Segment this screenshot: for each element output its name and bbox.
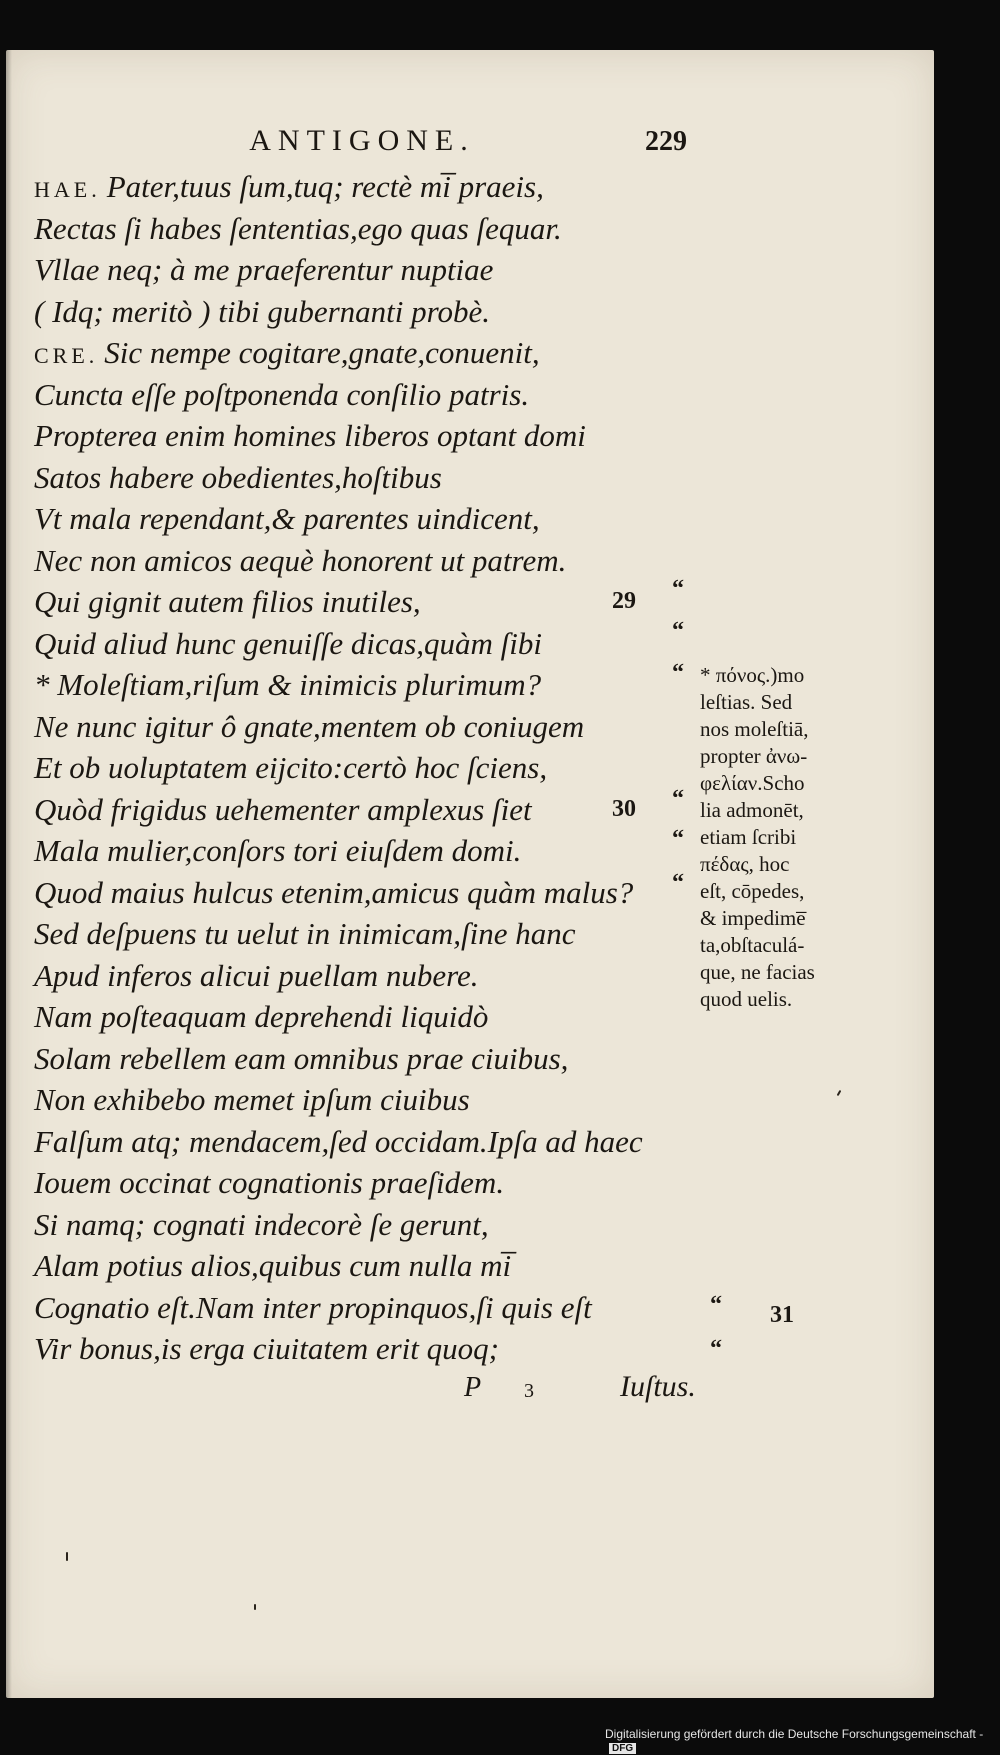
note-line: propter ἀνω- bbox=[700, 744, 808, 768]
note-line: * πόνος.)mo bbox=[700, 663, 805, 687]
verse-line bbox=[34, 540, 643, 582]
page-number: 229 bbox=[645, 126, 687, 157]
verse-line-text: Vir bonus,is erga ciuitatem erit quoq; bbox=[34, 1331, 499, 1366]
verse-line-text: Si namq; cognati indecorè ſe gerunt, bbox=[34, 1206, 489, 1242]
note-line: lia admonēt, bbox=[700, 798, 804, 822]
verse-line-text: Solam rebellem eam omnibus prae ciuibus, bbox=[34, 1040, 569, 1076]
note-line: que, ne facias bbox=[700, 960, 815, 984]
verse-line bbox=[34, 1287, 643, 1329]
verse-line-text: Propterea enim homines liberos optant domi bbox=[34, 418, 586, 453]
note-line: nos moleſtiā, bbox=[700, 717, 809, 741]
verse-line bbox=[34, 1162, 643, 1204]
verse-line bbox=[34, 1038, 643, 1080]
verse-line-text: Quid aliud hunc genuiſſe dicas,quàm ſibi bbox=[34, 625, 543, 661]
marginal-note bbox=[700, 662, 815, 1013]
verse-line bbox=[34, 1328, 643, 1370]
verse-line-text: Alam potius alios,quibus cum nulla mi̅ bbox=[34, 1248, 512, 1283]
running-head-title: ANTIGONE. bbox=[249, 124, 475, 157]
verse-line bbox=[34, 332, 643, 374]
verse-line-text: Nec non amicos aequè honorent ut patrem. bbox=[34, 542, 567, 578]
verse-line bbox=[34, 249, 643, 291]
verse-line-text: Vt mala rependant,& parentes uindicent, bbox=[34, 501, 540, 536]
verse-line-text: Pater,tuus ſum,tuq; rectè mi̅ praeis, bbox=[106, 169, 544, 204]
note-line: ta,obſtaculá- bbox=[700, 933, 805, 957]
verse-text bbox=[34, 166, 643, 1370]
paper-speck bbox=[254, 1604, 256, 1610]
verse-line bbox=[34, 166, 643, 208]
footer-credit bbox=[605, 1727, 1000, 1755]
verse-line bbox=[34, 955, 643, 997]
verse-line-text: Vllae neq; à me praeferentur nuptiae bbox=[34, 252, 494, 287]
verse-line bbox=[34, 706, 643, 748]
note-line: eſt, cōpedes, bbox=[700, 879, 805, 903]
verse-line-text: Quod maius hulcus etenim,amicus quàm malus? bbox=[34, 874, 634, 910]
verse-line bbox=[34, 1245, 643, 1287]
quote-mark: “ bbox=[672, 618, 684, 644]
quote-mark: “ bbox=[672, 660, 684, 686]
line-number: 30 bbox=[612, 796, 636, 822]
verse-line-text: Cuncta eſſe poſtponenda conſilio patris. bbox=[34, 376, 530, 412]
quote-mark: “ bbox=[672, 576, 684, 602]
speaker-label: HAE. bbox=[34, 177, 101, 202]
note-line: leſtias. Sed bbox=[700, 690, 793, 714]
line-number: 31 bbox=[770, 1302, 794, 1328]
verse-line bbox=[34, 996, 643, 1038]
verse-line bbox=[34, 374, 643, 416]
footer-text: Digitalisierung gefördert durch die Deutsche Forschungsgemeinschaft - bbox=[605, 1727, 984, 1741]
verse-line bbox=[34, 1204, 643, 1246]
verse-line-text: Apud inferos alicui puellam nubere. bbox=[34, 957, 479, 993]
verse-line-text: Mala mulier,conſors tori eiuſdem domi. bbox=[34, 833, 522, 868]
verse-line-text: Sic nempe cogitare,gnate,conuenit, bbox=[104, 335, 540, 370]
verse-line-text: Nam poſteaquam deprehendi liquidò bbox=[34, 999, 489, 1034]
quote-mark: “ bbox=[672, 826, 684, 852]
verse-line bbox=[34, 872, 643, 914]
verse-line bbox=[34, 747, 643, 789]
quote-mark: “ bbox=[710, 1336, 722, 1362]
verse-line-text: * Moleſtiam,riſum & inimicis plurimum? bbox=[34, 667, 542, 702]
speaker-label: CRE. bbox=[34, 343, 99, 368]
verse-line bbox=[34, 457, 643, 499]
verse-line-text: Cognatio eſt.Nam inter propinquos,ſi quis eſt bbox=[34, 1289, 592, 1325]
verse-line-text: Qui gignit autem filios inutiles, bbox=[34, 584, 421, 619]
signature-mark: P bbox=[464, 1372, 482, 1403]
quote-mark: “ bbox=[710, 1292, 722, 1318]
catchword: Iuſtus. bbox=[620, 1370, 696, 1403]
line-number: 29 bbox=[612, 588, 636, 614]
verse-line bbox=[34, 1121, 643, 1163]
note-line: πέδας, hoc bbox=[700, 852, 790, 876]
verse-line bbox=[34, 581, 643, 623]
note-line: & impedime̅ bbox=[700, 906, 806, 930]
verse-line-text: Non exhibebo memet ipſum ciuibus bbox=[34, 1082, 470, 1117]
verse-line-text: Satos habere obedientes,hoſtibus bbox=[34, 459, 442, 495]
dfg-logo: DFG bbox=[609, 1743, 636, 1754]
note-line: etiam ſcribi bbox=[700, 825, 797, 849]
quote-mark: “ bbox=[672, 870, 684, 896]
verse-line-text: Et ob uoluptatem eijcito:certò hoc ſciens, bbox=[34, 750, 548, 785]
verse-line-text: ( Idq; meritò ) tibi gubernanti probè. bbox=[34, 293, 491, 329]
note-line: φελίαν.Scho bbox=[700, 771, 805, 795]
verse-line bbox=[34, 498, 643, 540]
verse-line bbox=[34, 291, 643, 333]
verse-line-text: Falſum atq; mendacem,ſed occidam.Ipſa ad haec bbox=[34, 1123, 643, 1159]
verse-line-text: Sed deſpuens tu uelut in inimicam,ſine hanc bbox=[34, 916, 576, 951]
verse-line bbox=[34, 830, 643, 872]
note-line: quod uelis. bbox=[700, 987, 793, 1011]
verse-line bbox=[34, 623, 643, 665]
signature-number: 3 bbox=[524, 1380, 534, 1402]
verse-line bbox=[34, 789, 643, 831]
verse-line-text: Rectas ſi habes ſententias,ego quas ſequar. bbox=[34, 210, 562, 246]
quote-mark: “ bbox=[672, 786, 684, 812]
verse-line-text: Ne nunc igitur ô gnate,mentem ob coniugem bbox=[34, 708, 585, 744]
verse-line bbox=[34, 415, 643, 457]
verse-line-text: Iouem occinat cognationis praeſidem. bbox=[34, 1165, 505, 1200]
verse-line bbox=[34, 913, 643, 955]
verse-line-text: Quòd frigidus uehementer amplexus ſiet bbox=[34, 791, 532, 827]
verse-line bbox=[34, 664, 643, 706]
paper-speck bbox=[66, 1552, 68, 1561]
verse-line bbox=[34, 208, 643, 250]
verse-line bbox=[34, 1079, 643, 1121]
